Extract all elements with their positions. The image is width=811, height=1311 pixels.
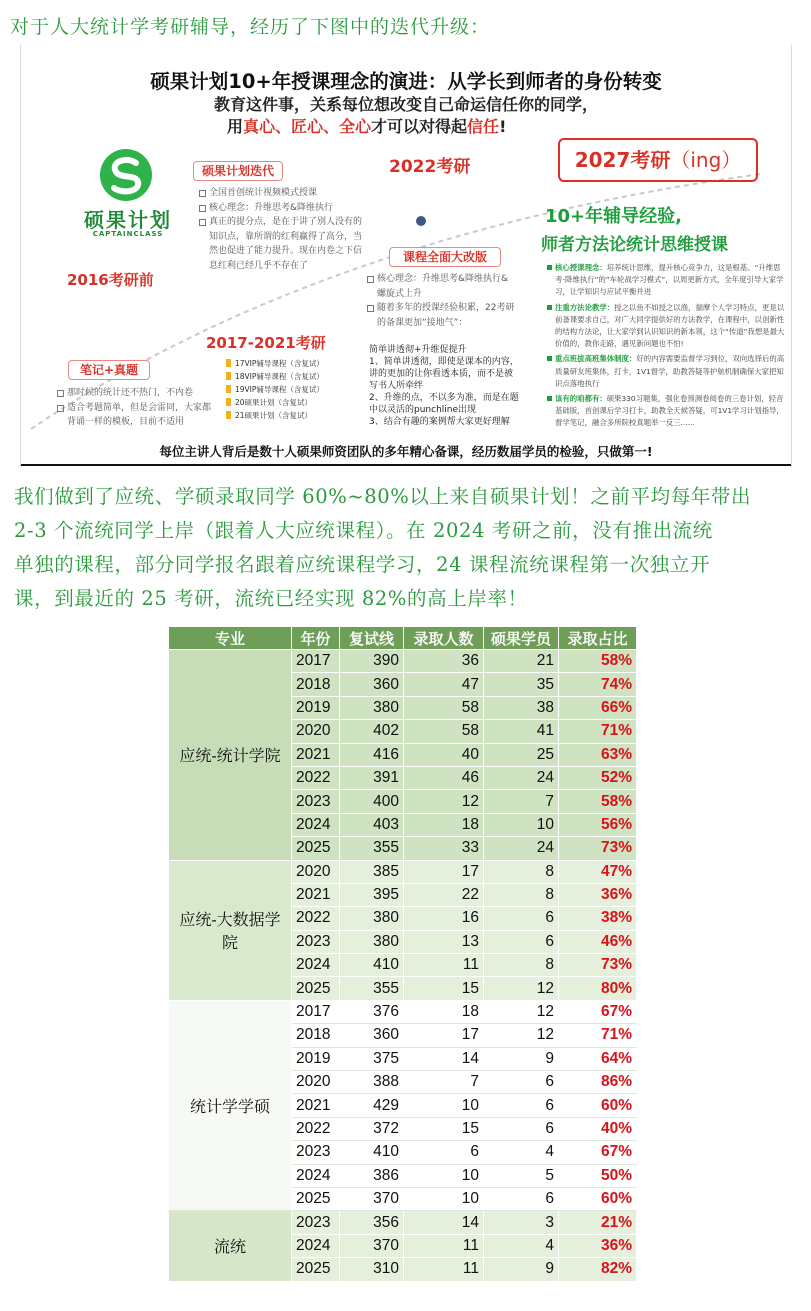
year-cell: 2021 bbox=[292, 1094, 340, 1117]
paragraph-line: 单独的课程，部分同学报名跟着应统课程学习，24 课程流统课程第一次独立开 bbox=[14, 553, 711, 576]
admitted-cell: 6 bbox=[404, 1141, 484, 1164]
cutoff-cell: 410 bbox=[340, 1141, 404, 1164]
header-year: 年份 bbox=[292, 627, 340, 650]
cutoff-cell: 375 bbox=[340, 1047, 404, 1070]
tag-notes: 笔记+真题 bbox=[68, 360, 150, 380]
ratio-cell: 47% bbox=[559, 860, 637, 883]
ratio-cell: 73% bbox=[559, 954, 637, 977]
ratio-cell: 58% bbox=[559, 790, 637, 813]
admitted-cell: 18 bbox=[404, 813, 484, 836]
ratio-cell: 58% bbox=[559, 650, 637, 673]
evolution-poster bbox=[20, 44, 792, 466]
header-major: 专业 bbox=[169, 627, 292, 650]
admitted-cell: 16 bbox=[404, 907, 484, 930]
year-cell: 2022 bbox=[292, 1117, 340, 1140]
tag-revamp: 课程全面大改版 bbox=[389, 247, 501, 267]
year-cell: 2020 bbox=[292, 860, 340, 883]
list-item: 18VIP辅导课程（含复试） bbox=[226, 370, 324, 383]
list-item: 随着多年的授课经验积累，22考研的备课更加“接地气”： bbox=[367, 301, 517, 330]
ratio-cell: 46% bbox=[559, 930, 637, 953]
list-item: 那时候的统计还不热门，不内卷 bbox=[57, 386, 217, 401]
list-item: 19VIP辅导课程（含复试） bbox=[226, 383, 324, 396]
list-item: 该有的咱都有：硕果330习题集，强化卷预测卷阅卷的三卷计划，轻音基础版，首创课后学习打卡，助教全天候答疑，可1V1学习计划指导，督学笔记，融合多所院校真题举一反三...... bbox=[547, 393, 787, 430]
ratio-cell: 82% bbox=[559, 1258, 637, 1281]
admitted-cell: 11 bbox=[404, 1258, 484, 1281]
students-cell: 5 bbox=[484, 1164, 559, 1187]
students-cell: 25 bbox=[484, 743, 559, 766]
admitted-cell: 13 bbox=[404, 930, 484, 953]
year-cell: 2022 bbox=[292, 766, 340, 789]
cutoff-cell: 391 bbox=[340, 766, 404, 789]
ratio-cell: 40% bbox=[559, 1117, 637, 1140]
list-item: 注重方法论教学：授之以鱼不如授之以渔，揣摩个人学习特点，更是以前备课要求自己，对广大同学提供好的方法教学，在课程中，以创新性的结构方法论，让大家学到认识知识的新本领，这个“传道”我想是最大价值的，教你走路，遇见新问题也不怕! bbox=[547, 302, 787, 351]
list-item: 核心理念：升维思考&降维执行 bbox=[199, 201, 364, 216]
list-item: 重点班拔高班集体制度：好的内容需要监督学习到位，双向选择后的高质量研友班集体，打卡，1V1督学，助教答疑等护航机制确保大家把知识点落地执行 bbox=[547, 353, 787, 390]
cutoff-cell: 395 bbox=[340, 883, 404, 906]
ratio-cell: 63% bbox=[559, 743, 637, 766]
cutoff-cell: 386 bbox=[340, 1164, 404, 1187]
year-cell: 2025 bbox=[292, 837, 340, 860]
year-cell: 2019 bbox=[292, 696, 340, 719]
admitted-cell: 58 bbox=[404, 720, 484, 743]
list-item: 17VIP辅导课程（含复试） bbox=[226, 357, 324, 370]
cutoff-cell: 370 bbox=[340, 1187, 404, 1210]
admitted-cell: 15 bbox=[404, 1117, 484, 1140]
list-item: 真正的提分点，是在于讲了别人没有的知识点，靠所谓的红利赢得了高分，当然也促进了能力提升。现在内卷之下信息红利已经几乎不存在了 bbox=[199, 215, 364, 273]
iteration-list bbox=[199, 186, 364, 273]
year-cell: 2025 bbox=[292, 1258, 340, 1281]
year-cell: 2017 bbox=[292, 650, 340, 673]
logo-text: 硕果计划 bbox=[84, 208, 172, 232]
method-list bbox=[547, 262, 787, 433]
ratio-cell: 56% bbox=[559, 813, 637, 836]
year-cell: 2023 bbox=[292, 790, 340, 813]
admitted-cell: 15 bbox=[404, 977, 484, 1000]
admitted-cell: 11 bbox=[404, 954, 484, 977]
logo-icon bbox=[96, 148, 156, 202]
ratio-cell: 67% bbox=[559, 1141, 637, 1164]
admitted-cell: 10 bbox=[404, 1164, 484, 1187]
ratio-cell: 60% bbox=[559, 1187, 637, 1210]
logo-english: CAPTAINCLASS bbox=[92, 230, 164, 238]
major-cell: 统计学学硕 bbox=[169, 1000, 292, 1211]
students-cell: 8 bbox=[484, 954, 559, 977]
students-cell: 4 bbox=[484, 1234, 559, 1257]
revamp-list bbox=[367, 272, 517, 330]
ratio-cell: 80% bbox=[559, 977, 637, 1000]
students-cell: 6 bbox=[484, 907, 559, 930]
tag-iteration: 硕果计划迭代 bbox=[193, 161, 283, 181]
ratio-cell: 38% bbox=[559, 907, 637, 930]
list-item: 21硕果计划（含复试） bbox=[226, 409, 324, 422]
cutoff-cell: 402 bbox=[340, 720, 404, 743]
cutoff-cell: 400 bbox=[340, 790, 404, 813]
students-cell: 24 bbox=[484, 766, 559, 789]
notes-list bbox=[57, 386, 217, 430]
list-item: 核心授课理念：培养统计思维，提升核心竞争力，这是根基。“升维思考-降维执行”的“车轮战学习模式”，以周更新方式，全年度引导大家学习，让学知识与应试平衡并进 bbox=[547, 262, 787, 299]
admitted-cell: 46 bbox=[404, 766, 484, 789]
students-cell: 9 bbox=[484, 1047, 559, 1070]
major-cell: 应统-大数据学院 bbox=[169, 860, 292, 1000]
admitted-cell: 11 bbox=[404, 1234, 484, 1257]
list-item: 适合考题简单，但是会雷同，大家都背诵一样的模板，目前不适用 bbox=[57, 401, 217, 430]
ratio-cell: 36% bbox=[559, 1234, 637, 1257]
students-cell: 38 bbox=[484, 696, 559, 719]
ratio-cell: 21% bbox=[559, 1211, 637, 1234]
admitted-cell: 22 bbox=[404, 883, 484, 906]
cutoff-cell: 429 bbox=[340, 1094, 404, 1117]
year-cell: 2025 bbox=[292, 1187, 340, 1210]
year-cell: 2023 bbox=[292, 1141, 340, 1164]
year-cell: 2023 bbox=[292, 1211, 340, 1234]
students-cell: 41 bbox=[484, 720, 559, 743]
year-cell: 2020 bbox=[292, 1071, 340, 1094]
summary-paragraph bbox=[14, 480, 804, 616]
admitted-cell: 10 bbox=[404, 1187, 484, 1210]
header-cutoff: 复试线 bbox=[340, 627, 404, 650]
cutoff-cell: 388 bbox=[340, 1071, 404, 1094]
major-cell: 应统-统计学院 bbox=[169, 650, 292, 861]
cutoff-cell: 380 bbox=[340, 907, 404, 930]
cutoff-cell: 372 bbox=[340, 1117, 404, 1140]
table-row bbox=[169, 1211, 637, 1234]
students-cell: 35 bbox=[484, 673, 559, 696]
ratio-cell: 71% bbox=[559, 1024, 637, 1047]
year-cell: 2018 bbox=[292, 1024, 340, 1047]
admitted-cell: 17 bbox=[404, 860, 484, 883]
cutoff-cell: 360 bbox=[340, 673, 404, 696]
students-cell: 24 bbox=[484, 837, 559, 860]
students-cell: 4 bbox=[484, 1141, 559, 1164]
ratio-cell: 52% bbox=[559, 766, 637, 789]
method-heading: 师者方法论统计思维授课 bbox=[541, 235, 728, 255]
header-students: 硕果学员 bbox=[484, 627, 559, 650]
cutoff-cell: 310 bbox=[340, 1258, 404, 1281]
students-cell: 12 bbox=[484, 1024, 559, 1047]
experience-heading: 10+年辅导经验, bbox=[545, 206, 682, 227]
students-cell: 8 bbox=[484, 860, 559, 883]
year-cell: 2024 bbox=[292, 954, 340, 977]
cutoff-cell: 380 bbox=[340, 930, 404, 953]
cutoff-cell: 360 bbox=[340, 1024, 404, 1047]
ratio-cell: 86% bbox=[559, 1071, 637, 1094]
admitted-cell: 47 bbox=[404, 673, 484, 696]
table-row bbox=[169, 860, 637, 883]
students-cell: 6 bbox=[484, 1187, 559, 1210]
poster-divider bbox=[21, 464, 791, 466]
admitted-cell: 14 bbox=[404, 1047, 484, 1070]
admitted-cell: 33 bbox=[404, 837, 484, 860]
cutoff-cell: 376 bbox=[340, 1000, 404, 1023]
ratio-cell: 67% bbox=[559, 1000, 637, 1023]
timeline-dot bbox=[416, 216, 426, 226]
ratio-cell: 66% bbox=[559, 696, 637, 719]
admitted-cell: 40 bbox=[404, 743, 484, 766]
students-cell: 3 bbox=[484, 1211, 559, 1234]
admitted-cell: 36 bbox=[404, 650, 484, 673]
year-cell: 2024 bbox=[292, 1164, 340, 1187]
students-cell: 6 bbox=[484, 1094, 559, 1117]
ratio-cell: 60% bbox=[559, 1094, 637, 1117]
vip-course-list bbox=[226, 357, 324, 422]
year-2022: 2022考研 bbox=[389, 157, 471, 177]
year-cell: 2019 bbox=[292, 1047, 340, 1070]
cutoff-cell: 403 bbox=[340, 813, 404, 836]
cutoff-cell: 416 bbox=[340, 743, 404, 766]
poster-footer: 每位主讲人背后是数十人硕果师资团队的多年精心备课，经历数届学员的检验，只做第一! bbox=[159, 444, 653, 459]
students-cell: 6 bbox=[484, 1071, 559, 1094]
ratio-cell: 64% bbox=[559, 1047, 637, 1070]
admitted-cell: 14 bbox=[404, 1211, 484, 1234]
students-cell: 10 bbox=[484, 813, 559, 836]
poster-title: 硕果计划10+年授课理念的演进：从学长到师者的身份转变 bbox=[150, 70, 662, 93]
students-cell: 12 bbox=[484, 977, 559, 1000]
cutoff-cell: 370 bbox=[340, 1234, 404, 1257]
ratio-cell: 36% bbox=[559, 883, 637, 906]
cutoff-cell: 390 bbox=[340, 650, 404, 673]
list-item: 核心理念：升维思考&降维执行&螺旋式上升 bbox=[367, 272, 517, 301]
students-cell: 7 bbox=[484, 790, 559, 813]
students-cell: 6 bbox=[484, 930, 559, 953]
year-cell: 2023 bbox=[292, 930, 340, 953]
year-cell: 2025 bbox=[292, 977, 340, 1000]
students-cell: 12 bbox=[484, 1000, 559, 1023]
paragraph-line: 2-3 个流统同学上岸（跟着人大应统课程）。在 2024 考研之前，没有推出流统 bbox=[14, 519, 713, 542]
cutoff-cell: 385 bbox=[340, 860, 404, 883]
page-heading: 对于人大统计学考研辅导，经历了下图中的迭代升级： bbox=[10, 16, 491, 38]
year-cell: 2022 bbox=[292, 907, 340, 930]
year-2027-box: 2027考研（ing） bbox=[558, 138, 758, 182]
year-cell: 2021 bbox=[292, 743, 340, 766]
list-item: 20硕果计划（含复试） bbox=[226, 396, 324, 409]
year-cell: 2024 bbox=[292, 1234, 340, 1257]
year-cell: 2018 bbox=[292, 673, 340, 696]
ratio-cell: 74% bbox=[559, 673, 637, 696]
admitted-cell: 10 bbox=[404, 1094, 484, 1117]
year-2016: 2016考研前 bbox=[67, 271, 154, 289]
students-cell: 6 bbox=[484, 1117, 559, 1140]
admission-table bbox=[168, 626, 637, 1282]
list-item: 全国首创统计视频模式授课 bbox=[199, 186, 364, 201]
cutoff-cell: 355 bbox=[340, 837, 404, 860]
admitted-cell: 18 bbox=[404, 1000, 484, 1023]
ratio-cell: 73% bbox=[559, 837, 637, 860]
year-cell: 2024 bbox=[292, 813, 340, 836]
table-body bbox=[169, 650, 637, 1282]
students-cell: 8 bbox=[484, 883, 559, 906]
paragraph-line: 课，到最近的 25 考研，流统已经实现 82%的高上岸率！ bbox=[14, 587, 528, 610]
header-ratio: 录取占比 bbox=[559, 627, 637, 650]
year-cell: 2021 bbox=[292, 883, 340, 906]
revamp-details: 简单讲透彻+升维促提升 1、简单讲透彻，即使是课本的内容，讲的更加的让你看透本质，而不是被写书人所牵绊 2、升维的点，不以多为准，而是在题中以灵活的punchline出现 3、结合有趣的案例帮大家更好理解 bbox=[369, 345, 519, 427]
ratio-cell: 50% bbox=[559, 1164, 637, 1187]
header-admitted: 录取人数 bbox=[404, 627, 484, 650]
table-row bbox=[169, 650, 637, 673]
table-header-row bbox=[169, 627, 637, 650]
poster-subtitle: 教育这件事，关系每位想改变自己命运信任你的同学， bbox=[213, 95, 598, 114]
ratio-cell: 71% bbox=[559, 720, 637, 743]
year-cell: 2017 bbox=[292, 1000, 340, 1023]
cutoff-cell: 380 bbox=[340, 696, 404, 719]
cutoff-cell: 356 bbox=[340, 1211, 404, 1234]
year-cell: 2020 bbox=[292, 720, 340, 743]
major-cell: 流统 bbox=[169, 1211, 292, 1281]
paragraph-line: 我们做到了应统、学硕录取同学 60%~80%以上来自硕果计划！之前平均每年带出 bbox=[14, 485, 752, 508]
students-cell: 9 bbox=[484, 1258, 559, 1281]
admitted-cell: 58 bbox=[404, 696, 484, 719]
table-row bbox=[169, 1000, 637, 1023]
year-2017-2021: 2017-2021考研 bbox=[206, 334, 326, 352]
admitted-cell: 12 bbox=[404, 790, 484, 813]
admitted-cell: 7 bbox=[404, 1071, 484, 1094]
poster-subtitle-2: 用真心、匠心、全心才可以对得起信任! bbox=[227, 117, 507, 136]
cutoff-cell: 355 bbox=[340, 977, 404, 1000]
cutoff-cell: 410 bbox=[340, 954, 404, 977]
admitted-cell: 17 bbox=[404, 1024, 484, 1047]
students-cell: 21 bbox=[484, 650, 559, 673]
